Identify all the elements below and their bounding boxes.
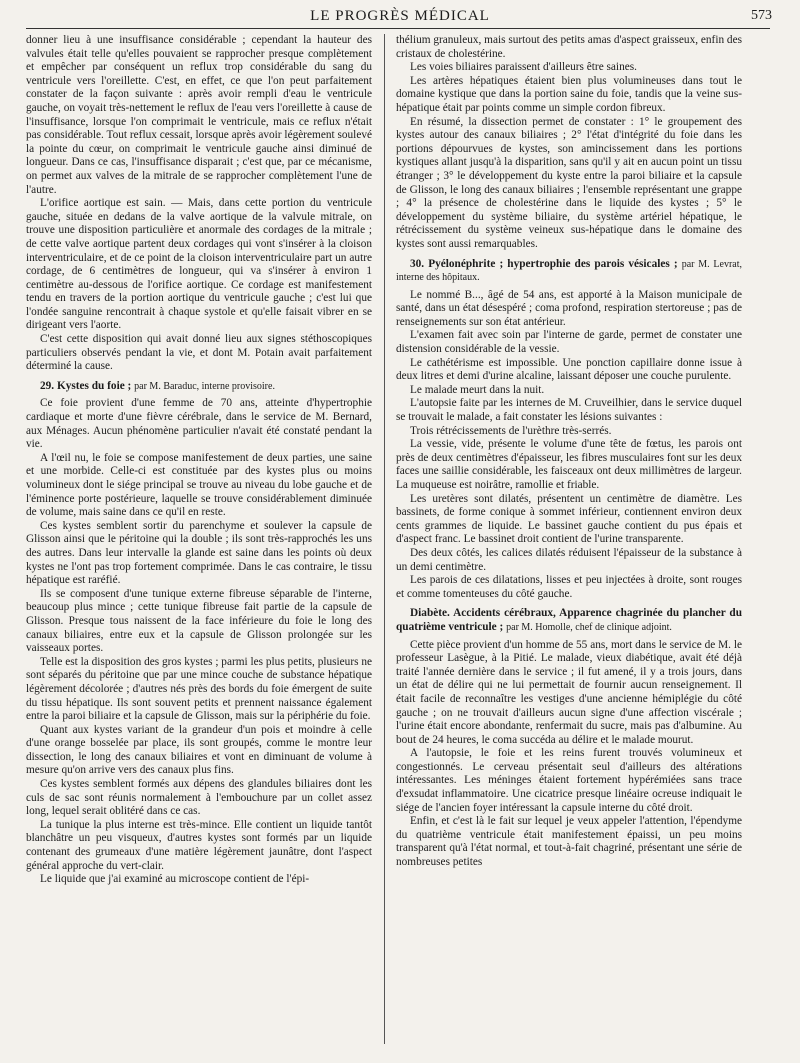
- paragraph: Le nommé B..., âgé de 54 ans, est apporté à la Maison municipale de santé, dans un état désespéré ; coma profond, respiration stertoreuse ; pas de renseignements sur son état antérieur.: [396, 288, 742, 328]
- paragraph: La tunique la plus interne est très-mince. Elle contient un liquide tantôt blanchâtre un peu visqueux, d'autres kystes sont formés par un liquide contenant des grumeaux d'une matière légèrement jaunâtre, dont l'aspect général approche du vert-clair.: [26, 818, 372, 872]
- paragraph: En résumé, la dissection permet de constater : 1° le groupement des kystes autour des canaux biliaires ; 2° l'état d'intégrité du foie dans les portions dépourvues de kystes, son amincissement dans les portions kystiques allant jusqu'à la disparition, sans qu'il y ait en aucun point un tissu étranger ; 3° le développement du kyste entre la paroi biliaire et la capsule de Glisson, le long des canaux biliaires ; l'ensemble représentant une grappe ; 4° la présence de cholestérine dans le liquide des kystes ; 5° le développement du système biliaire, du système artériel hépatique, le rétrécissement du système veineux sus-hépatique dans le domaine des kystes sont aussi remarquables.: [396, 115, 742, 250]
- paragraph: La vessie, vide, présente le volume d'une tête de fœtus, les parois ont près de deux centimètres d'épaisseur, les fibres musculaires font sur les deux faces une saillie considérable, les faisceaux ont deux millimètres de largeur. La muqueuse est noirâtre, ramollie et friable.: [396, 438, 742, 491]
- paragraph: Ces kystes semblent sortir du parenchyme et soulever la capsule de Glisson ainsi que le péritoine qui la double ; ils sont très-rapprochés les uns des autres. Dans leur intervalle la glande est saine dans les points où deux kystes ne l'ont pas trop fortement comprimée. Dans le cas contraire, le tissu hépatique est raréfié.: [26, 519, 372, 587]
- section-title: 29. Kystes du foie ;: [40, 379, 132, 392]
- paragraph: Trois rétrécissements de l'urèthre très-serrés.: [410, 424, 612, 437]
- paragraph: donner lieu à une insuffisance considérable ; cependant la hauteur des valvules était telle qu'elles pouvaient se rapprocher presque complètement et empêcher par conséquent un reflux trop considérable du sang du ventricule vers l'oreillette. C'est, en effet, ce que l'on peut parfaitement constater de la façon suivante : après avoir rempli d'eau le ventricule gauche, on voyait très-nettement le reflux de l'eau vers l'oreillette à cause de l'insuffisance, lorsque l'on comprimait le ventricule, mais ce reflux n'était pas considérable. Tout reflux cessait, lorsque après avoir légèrement soulevé la pointe du cœur, on comprimait le ventricule gauche ainsi diminué de longueur. Dans ce cas, l'insuffisance disparait ; c'est que, par ce mécanisme, on permet aux valves de la mitrale de se rapprocher complètement l'une de l'autre.: [26, 34, 372, 196]
- paragraph: L'examen fait avec soin par l'interne de garde, permet de constater une distension considérable de la vessie.: [396, 329, 742, 356]
- right-column: [396, 34, 742, 870]
- paragraph: L'autopsie faite par les internes de M. Cruveilhier, dans le service duquel se trouvait le malade, a fait constater les lésions suivantes :: [396, 397, 742, 424]
- paragraph: Quant aux kystes variant de la grandeur d'un pois et moindre à celle d'une orange bosselée par place, ils sont groupés, comme le montre leur dissection, le long des canaux biliaires et vont en diminuant de volume à mesure qu'on arrive vers des canaux plus fins.: [26, 723, 372, 777]
- section-title: Diabète. Accidents cérébraux, Apparence chagrinée du plancher du quatrième ventricule ;: [396, 607, 742, 633]
- section-title: 30. Pyélonéphrite ; hypertrophie des parois vésicales ;: [410, 257, 678, 270]
- section-heading-30: [396, 258, 742, 285]
- paragraph: Les parois de ces dilatations, lisses et peu injectées à droite, sont rouges et comme tomenteuses du côté gauche.: [396, 574, 742, 600]
- paragraph: Ce foie provient d'une femme de 70 ans, atteinte d'hypertrophie cardiaque et morte d'une fièvre cérébrale, dans le service de M. Bernard, aux Ménages. Aucun phénomène particulier n'avait été constaté pendant la vie.: [26, 397, 372, 451]
- section-heading-diabete: [396, 607, 742, 634]
- paragraph: Ils se composent d'une tunique externe fibreuse séparable de l'interne, beaucoup plus mince ; cette tunique fibreuse fait partie de la capsule de Glisson. Presque tous naissent de la face inférieure du foie le long des canaux biliaires, entre eux et la capsule de Glisson prolongée sur les vaisseaux portes.: [26, 587, 372, 655]
- paragraph: Cette pièce provient d'un homme de 55 ans, mort dans le service de M. le professeur Lasègue, à la Pitié. Le malade, vieux diabétique, avait été déjà traité l'année dernière dans le service ; il fut amené, il y a trois jours, dans un état de délire qui ne lui permettait de fournir aucun renseignement. Il était facile de reconnaître les vestiges d'une ancienne hémiplégie du côté gauche ; on ne trouvait d'ailleurs aucun signe d'une affection viscérale ; l'urine était encore abondante, renfermait du sucre, mais pas d'albumine. Au bout de 24 heures, le coma succéda au délire et le malade mourut.: [396, 638, 742, 746]
- paragraph: Des deux côtés, les calices dilatés réduisent l'épaisseur de la substance à un demi centimètre.: [396, 546, 742, 573]
- section-heading-29: [26, 380, 372, 394]
- paragraph: L'orifice aortique est sain. — Mais, dans cette portion du ventricule gauche, située en dedans de la valve aortique de la valvule mitrale, on trouve une disposition particulière et anormale des cordages de la mitrale ; de cette valve aortique partent deux cordages qui vont s'insérer à la cloison interventriculaire, et de ce point de la cloison interventriculaire part un autre cordage, de 6 centimètres de longueur, qui va s'insérer à environ 1 centimètre au-dessous de l'orifice aortique. Ce cordage est manifestement tendu en travers de la portion aortique du ventricule gauche ; c'est lui que l'ondée sanguine rencontrait à chaque systole et qu'elle faisait vibrer en se dirigeant vers l'aorte.: [26, 197, 372, 332]
- paragraph: A l'autopsie, le foie et les reins furent trouvés volumineux et congestionnés. Le cerveau présentait seul d'ailleurs des altérations intéressantes. Les méninges étaient fortement hypérémiées sans trace d'exsudat inflammatoire. Une cicatrice presque linéaire ocreuse indiquait le siége de l'ancien foyer intéressant la capsule interne du côté droit.: [396, 747, 742, 814]
- section-author: par M. Levrat, interne des hôpitaux.: [396, 258, 743, 284]
- left-column: [26, 34, 372, 887]
- paragraph: A l'œil nu, le foie se compose manifestement de deux parties, une saine et une morbide. Celle-ci est constituée par des kystes plus ou moins volumineux dont le siége principal se trouve au niveau du lobe gauche et de l'éminence porte postérieure, laquelle se trouve considérablement diminuée de volume, mais saine dans ce qu'il en reste.: [26, 451, 372, 519]
- paragraph: Enfin, et c'est là le fait sur lequel je veux appeler l'attention, l'épendyme du quatrième ventricule était manifestement épaissi, un peu moins transparent qu'à l'état normal, et tout-à-fait chagriné, présentant une série de nombreuses petites: [396, 815, 742, 869]
- page-header: [0, 6, 800, 28]
- paragraph: Le malade meurt dans la nuit.: [410, 383, 545, 396]
- header-rule: [26, 28, 770, 29]
- paragraph: Telle est la disposition des gros kystes ; parmi les plus petits, plusieurs ne sont séparés du péritoine que par une mince couche de substance hépatique légèrement décolorée ; d'autres nés près des bords du foie émergent de suite du tissu hépatique. Ils sont souvent petits et prennent naissance également entre la paroi biliaire et la capsule de Glisson, mais sur la périphérie du foie.: [26, 655, 372, 723]
- journal-title: LE PROGRÈS MÉDICAL: [310, 8, 490, 24]
- paragraph: Ces kystes semblent formés aux dépens des glandules biliaires dont les culs de sac sont réunis normalement à l'embouchure par un collet assez long, lequel serait oblitéré dans ce cas.: [26, 778, 372, 818]
- paragraph: Les artères hépatiques étaient bien plus volumineuses dans tout le domaine kystique que dans la portion saine du foie, tandis que la veine sus-hépatique était par points comme un simple cordon fibreux.: [396, 74, 742, 114]
- page-number: 573: [751, 8, 772, 23]
- paragraph: C'est cette disposition qui avait donné lieu aux signes stéthoscopiques particuliers observés pendant la vie, et dont M. Potain avait parfaitement déterminé la cause.: [26, 333, 372, 373]
- paragraph: Le cathétérisme est impossible. Une ponction capillaire donne issue à deux litres et demi d'urine alcaline, laissant déposer une couche purulente.: [396, 356, 742, 383]
- paragraph: thélium granuleux, mais surtout des petits amas d'aspect graisseux, enfin des cristaux de cholestérine.: [396, 34, 742, 60]
- paragraph: Les voies biliaires paraissent d'ailleurs être saines.: [410, 61, 637, 74]
- paragraph: Le liquide que j'ai examiné au microscope contient de l'épi-: [40, 873, 310, 886]
- paragraph: Les uretères sont dilatés, présentent un centimètre de diamètre. Les bassinets, de forme conique à sommet inférieur, contiennent environ deux cents grammes de liquide. Le bassinet gauche contient du pus épais et d'aspect franc. Le bassinet droit contient de l'urine transparente.: [396, 492, 742, 546]
- section-author: par M. Baraduc, interne provisoire.: [134, 380, 275, 392]
- column-divider: [384, 34, 385, 1044]
- section-author: par M. Homolle, chef de clinique adjoint.: [506, 621, 672, 633]
